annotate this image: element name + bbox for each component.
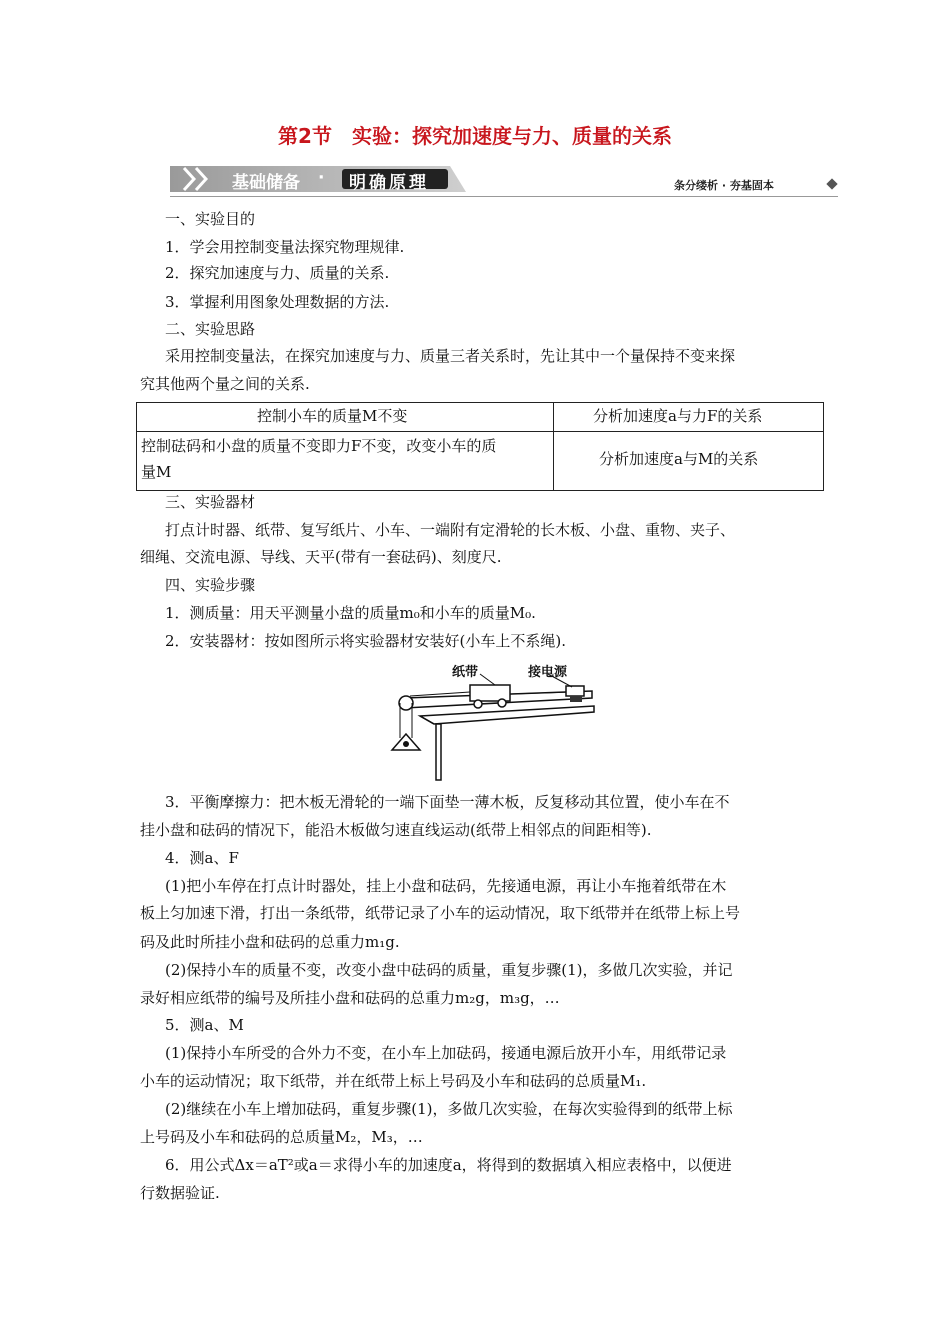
banner-left-text: 基础储备 [232, 173, 300, 193]
text-line: 录好相应纸带的编号及所挂小盘和砝码的总重力m₂g，m₃g，… [140, 989, 560, 1007]
text-line: 细绳、交流电源、导线、天平(带有一套砝码)、刻度尺. [140, 548, 502, 566]
banner-divider [170, 196, 838, 197]
text-line: 4．测a、F [165, 849, 239, 867]
text-line: 5．测a、M [165, 1016, 244, 1034]
table-divider [137, 431, 823, 432]
text-line: 行数据验证. [140, 1184, 220, 1202]
text-line: 四、实验步骤 [165, 576, 256, 594]
text-line: 6．用公式Δx＝aT²或a＝求得小车的加速度a，将得到的数据填入相应表格中，以便进 [165, 1156, 732, 1174]
text-line: 小车的运动情况；取下纸带，并在纸带上标上号码及小车和砝码的总质量M₁. [140, 1072, 647, 1090]
table-cell: 量M [141, 463, 172, 481]
table-cell: 控制砝码和小盘的质量不变即力F不变，改变小车的质 [141, 437, 497, 455]
text-line: 1．测质量：用天平测量小盘的质量m₀和小车的质量M₀. [165, 604, 536, 622]
banner-right-text: 条分缕析 · 夯基固本 [674, 179, 774, 192]
text-line: (1)把小车停在打点计时器处，挂上小盘和砝码，先接通电源，再让小车拖着纸带在木 [165, 877, 727, 895]
text-line: 打点计时器、纸带、复写纸片、小车、一端附有定滑轮的长木板、小盘、重物、夹子、 [165, 521, 736, 539]
table-divider [553, 403, 554, 490]
figure-label-power: 接电源 [528, 665, 568, 680]
text-line: 2．探究加速度与力、质量的关系. [165, 264, 390, 282]
text-line: (2)保持小车的质量不变，改变小盘中砝码的质量，重复步骤(1)，多做几次实验，并记 [165, 961, 733, 979]
text-line: 2．安装器材：按如图所示将实验器材安装好(小车上不系绳). [165, 632, 567, 650]
diamond-icon [826, 178, 837, 189]
table-cell: 分析加速度a与M的关系 [599, 450, 759, 468]
text-line: 1．学会用控制变量法探究物理规律. [165, 238, 405, 256]
text-line: 三、实验器材 [165, 493, 256, 511]
table-cell: 分析加速度a与力F的关系 [593, 407, 763, 425]
text-line: (2)继续在小车上增加砝码，重复步骤(1)，多做几次实验，在每次实验得到的纸带上标 [165, 1100, 733, 1118]
text-line: 挂小盘和砝码的情况下，能沿木板做匀速直线运动(纸带上相邻点的间距相等). [140, 821, 652, 839]
text-line: 3．掌握利用图象处理数据的方法. [165, 293, 390, 311]
table-cell: 控制小车的质量M不变 [257, 407, 408, 425]
text-line: 上号码及小车和砝码的总质量M₂，M₃，… [140, 1128, 423, 1146]
banner-dot: · [318, 168, 325, 188]
text-line: 采用控制变量法，在探究加速度与力、质量三者关系时，先让其中一个量保持不变来探 [165, 347, 736, 365]
text-line: (1)保持小车所受的合外力不变，在小车上加砝码，接通电源后放开小车，用纸带记录 [165, 1044, 727, 1062]
text-line: 板上匀加速下滑，打出一条纸带，纸带记录了小车的运动情况，取下纸带并在纸带上标上号 [140, 904, 741, 922]
banner-highlight: 明确原理 [349, 173, 429, 193]
comparison-table [136, 402, 824, 491]
text-line: 一、实验目的 [165, 210, 256, 228]
text-line: 二、实验思路 [165, 320, 256, 338]
page-title: 第2节 实验：探究加速度与力、质量的关系 [278, 124, 672, 148]
text-line: 3．平衡摩擦力：把木板无滑轮的一端下面垫一薄木板，反复移动其位置，使小车在不 [165, 793, 730, 811]
text-line: 究其他两个量之间的关系. [140, 375, 310, 393]
figure-label-tape: 纸带 [452, 665, 479, 680]
text-line: 码及此时所挂小盘和砝码的总重力m₁g. [140, 933, 400, 951]
